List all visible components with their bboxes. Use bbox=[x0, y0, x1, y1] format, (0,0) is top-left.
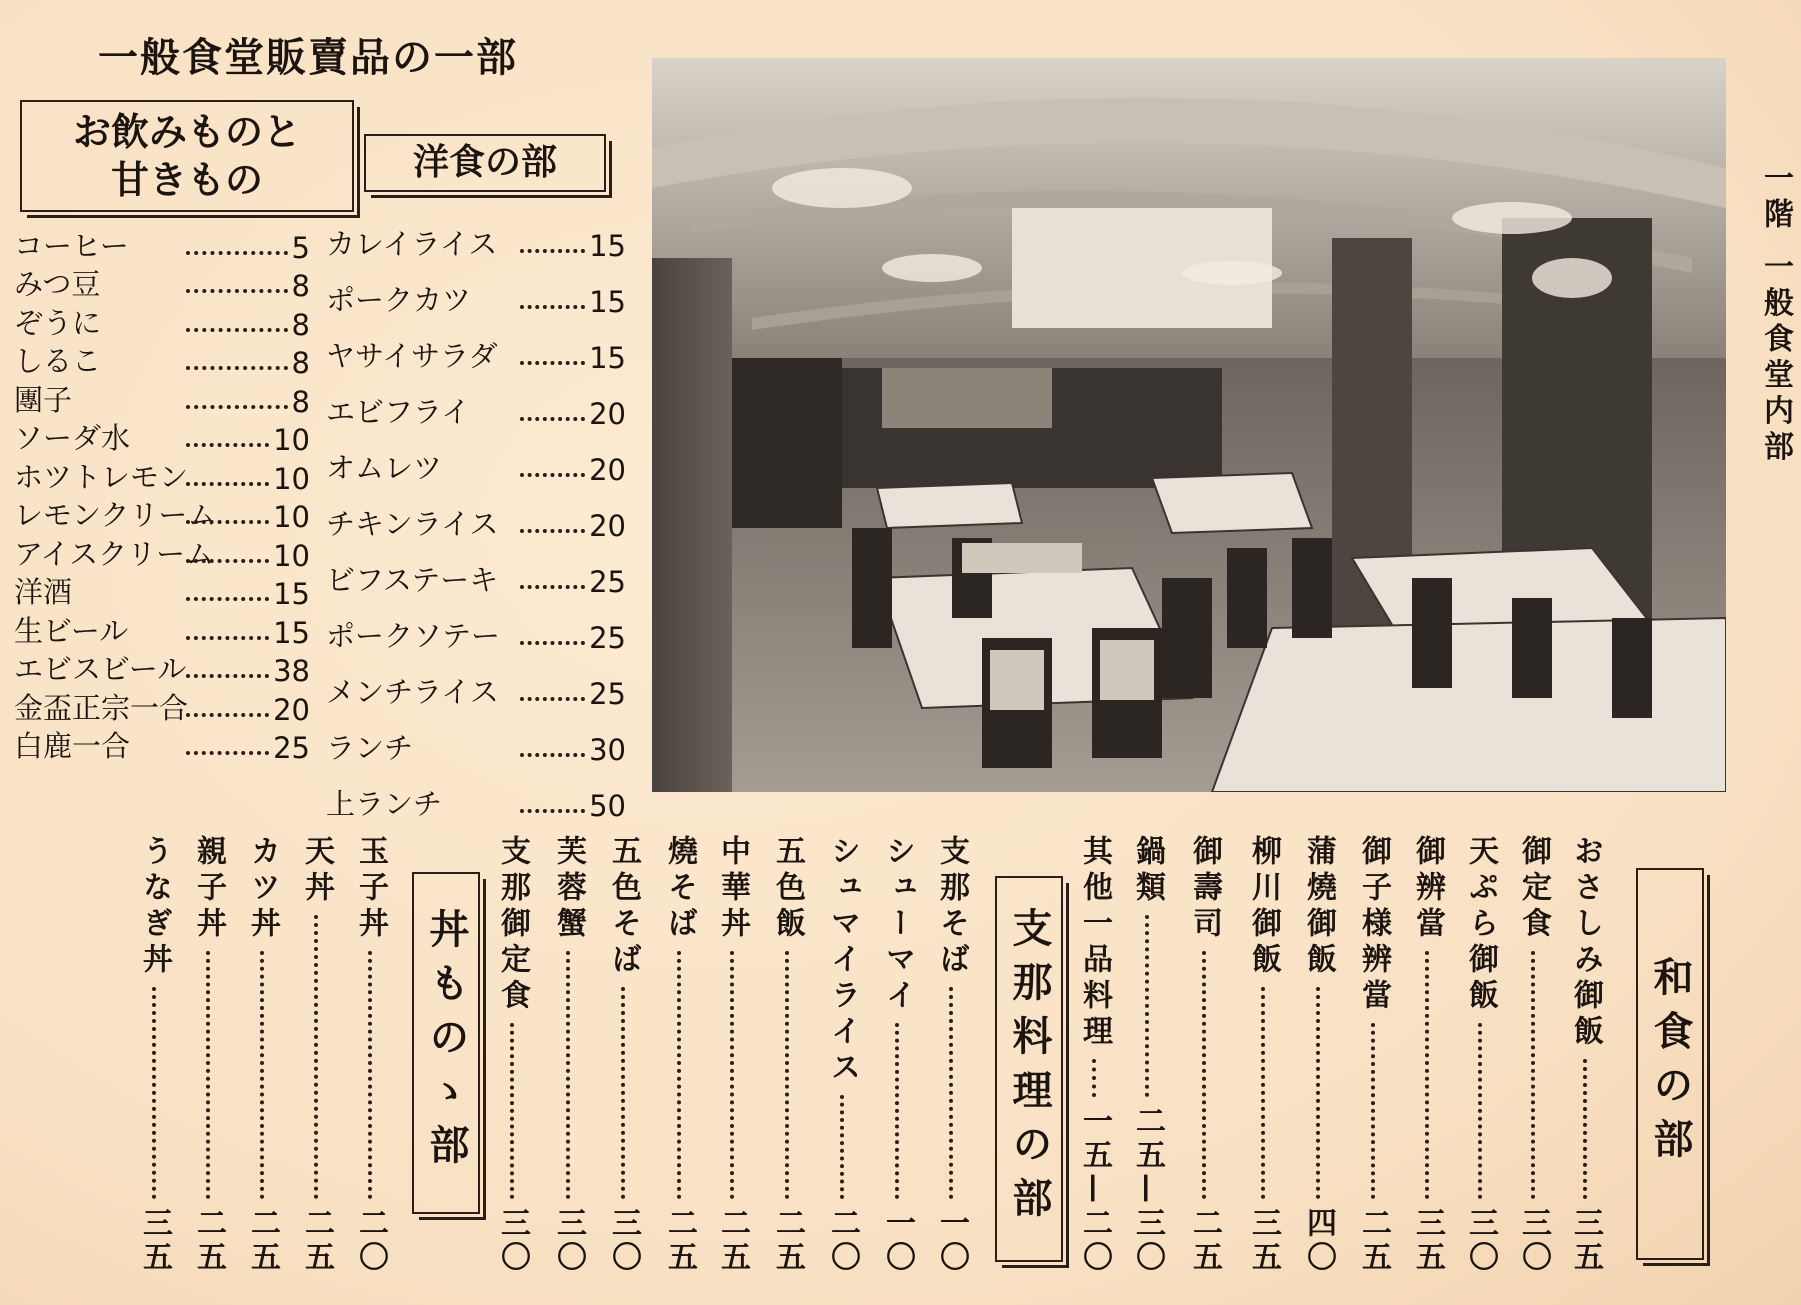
leader-dots bbox=[840, 1095, 844, 1199]
donburi-heading: 丼ものゝ部 bbox=[423, 908, 469, 1178]
item-price: 8 bbox=[291, 269, 310, 303]
menu-item bbox=[326, 767, 626, 823]
menu-item bbox=[14, 534, 310, 573]
item-price: 三〇 bbox=[606, 1207, 641, 1275]
item-price: 二〇 bbox=[825, 1207, 860, 1275]
item-name: 柳川御飯 bbox=[1246, 835, 1281, 979]
item-price: 三五 bbox=[1410, 1207, 1445, 1275]
leader-dots bbox=[1478, 1023, 1482, 1199]
item-name: ビフステーキ bbox=[326, 563, 499, 597]
menu-item bbox=[326, 599, 626, 655]
item-price: 8 bbox=[291, 384, 310, 419]
item-name: ぞうに bbox=[14, 305, 102, 340]
leader-dots bbox=[1371, 1023, 1375, 1199]
menu-item-vertical bbox=[242, 835, 282, 1275]
item-name: ヤサイサラダ bbox=[326, 339, 498, 373]
menu-item-vertical bbox=[1407, 835, 1447, 1275]
donburi-heading-box bbox=[412, 872, 480, 1214]
leader-dots bbox=[1092, 1059, 1096, 1097]
item-price: 三〇 bbox=[1516, 1207, 1551, 1275]
item-price: 8 bbox=[291, 307, 310, 342]
item-name: ホツトレモン bbox=[14, 459, 189, 494]
menu-item-vertical bbox=[1353, 835, 1393, 1275]
item-price: 二〇 bbox=[353, 1207, 388, 1275]
item-name: エビフライ bbox=[326, 395, 471, 429]
leader-dots bbox=[520, 361, 585, 365]
item-name: ポークカツ bbox=[326, 283, 472, 317]
menu-item bbox=[14, 611, 310, 650]
item-price: 二五 bbox=[191, 1207, 226, 1275]
menu-item bbox=[14, 265, 310, 304]
item-price: 二五 bbox=[1187, 1207, 1222, 1275]
item-name: チキンライス bbox=[326, 507, 499, 541]
item-name: 鍋類 bbox=[1130, 835, 1165, 907]
leader-dots bbox=[520, 249, 585, 253]
menu-item-vertical bbox=[296, 835, 336, 1275]
item-price: 四〇 bbox=[1301, 1207, 1336, 1275]
leader-dots bbox=[1145, 915, 1149, 1097]
item-price: 三五 bbox=[1568, 1207, 1603, 1275]
item-name: ランチ bbox=[326, 731, 414, 765]
leader-dots bbox=[152, 987, 156, 1199]
menu-item-vertical bbox=[548, 835, 588, 1275]
item-name: エビスビール bbox=[14, 652, 187, 686]
western-heading: 洋食の部 bbox=[412, 142, 557, 183]
leader-dots bbox=[1316, 987, 1320, 1199]
item-price: 一〇 bbox=[934, 1207, 969, 1275]
leader-dots bbox=[186, 405, 288, 409]
item-name: 生ビール bbox=[14, 613, 129, 648]
leader-dots bbox=[510, 1023, 514, 1199]
item-price: 三〇 bbox=[495, 1207, 530, 1275]
item-name: 御子様辨當 bbox=[1356, 835, 1391, 1015]
leader-dots bbox=[520, 641, 585, 645]
item-name: アイスクリーム bbox=[14, 536, 215, 571]
leader-dots bbox=[949, 987, 953, 1199]
menu-item bbox=[326, 487, 626, 543]
western-list bbox=[326, 207, 626, 823]
item-name: メンチライス bbox=[326, 675, 499, 709]
item-price: 25 bbox=[589, 565, 626, 599]
item-name: シューマイ bbox=[880, 835, 915, 1015]
leader-dots bbox=[368, 951, 372, 1199]
item-name: レモンクリーム bbox=[14, 498, 217, 532]
menu-item-vertical bbox=[931, 835, 971, 1275]
item-name: 芙蓉蟹 bbox=[551, 835, 586, 943]
item-price: 一〇 bbox=[880, 1207, 915, 1275]
japanese-heading: 和食の部 bbox=[1647, 956, 1693, 1172]
item-price: 二五 bbox=[662, 1207, 697, 1275]
leader-dots bbox=[260, 951, 264, 1199]
menu-item-vertical bbox=[1243, 835, 1283, 1275]
item-price: 38 bbox=[273, 654, 310, 688]
menu-item-vertical bbox=[659, 835, 699, 1275]
item-price: 15 bbox=[589, 341, 626, 375]
page-title: 一般食堂販賣品の一部 bbox=[98, 35, 518, 81]
menu-item bbox=[14, 496, 310, 535]
menu-item bbox=[14, 727, 310, 766]
item-name: 支那御定食 bbox=[495, 835, 530, 1015]
menu-item bbox=[14, 688, 310, 727]
menu-item-vertical bbox=[767, 835, 807, 1275]
leader-dots bbox=[314, 915, 318, 1199]
leader-dots bbox=[186, 559, 269, 563]
item-name: しるこ bbox=[14, 344, 102, 378]
item-name: 燒そば bbox=[662, 835, 697, 943]
leader-dots bbox=[520, 809, 585, 813]
item-price: 30 bbox=[589, 733, 626, 767]
leader-dots bbox=[186, 520, 269, 524]
item-price: 25 bbox=[589, 677, 626, 711]
menu-item bbox=[14, 457, 310, 496]
menu-item-vertical bbox=[712, 835, 752, 1275]
leader-dots bbox=[520, 417, 585, 421]
side-caption: 一階 一般食堂内部 bbox=[1758, 162, 1793, 467]
item-price: 20 bbox=[589, 453, 626, 487]
leader-dots bbox=[1425, 951, 1429, 1199]
item-price: 15 bbox=[589, 285, 626, 319]
leader-dots bbox=[520, 305, 585, 309]
chinese-heading-box bbox=[995, 876, 1063, 1262]
item-name: おさしみ御飯 bbox=[1568, 835, 1603, 1051]
item-price: 20 bbox=[589, 509, 626, 543]
item-name: カレイライス bbox=[326, 227, 498, 261]
dining-hall-illustration bbox=[652, 58, 1726, 792]
menu-item bbox=[326, 543, 626, 599]
item-name: カツ丼 bbox=[245, 835, 280, 943]
item-name: 御辨當 bbox=[1410, 835, 1445, 943]
item-price: 8 bbox=[291, 346, 310, 380]
menu-item-vertical bbox=[822, 835, 862, 1275]
japanese-heading-box bbox=[1636, 868, 1704, 1260]
menu-item bbox=[326, 207, 626, 263]
item-price: 15 bbox=[273, 577, 310, 611]
item-name: 親子丼 bbox=[191, 835, 226, 943]
item-price: 10 bbox=[273, 538, 310, 573]
dining-hall-photo bbox=[652, 58, 1726, 792]
leader-dots bbox=[785, 951, 789, 1199]
leader-dots bbox=[621, 987, 625, 1199]
leader-dots bbox=[186, 751, 269, 755]
leader-dots bbox=[730, 951, 734, 1199]
item-price: 10 bbox=[273, 461, 310, 496]
item-name: コーヒー bbox=[14, 228, 129, 263]
drinks-heading-box bbox=[20, 100, 354, 212]
item-price: 25 bbox=[273, 731, 310, 765]
leader-dots bbox=[520, 697, 585, 701]
item-price: 10 bbox=[273, 500, 310, 534]
menu-item bbox=[326, 431, 626, 487]
item-name: 其他一品料理 bbox=[1077, 835, 1112, 1051]
menu-item bbox=[326, 319, 626, 375]
item-price: 二五 bbox=[1356, 1207, 1391, 1275]
leader-dots bbox=[186, 636, 269, 640]
drinks-heading-line1: お飲みものと bbox=[72, 110, 301, 154]
menu-item-vertical bbox=[1184, 835, 1224, 1275]
leader-dots bbox=[1583, 1059, 1587, 1199]
menu-item bbox=[326, 375, 626, 431]
leader-dots bbox=[895, 1023, 899, 1199]
item-name: うなぎ丼 bbox=[137, 835, 172, 979]
item-price: 15 bbox=[273, 615, 310, 650]
leader-dots bbox=[520, 473, 585, 477]
leader-dots bbox=[520, 753, 585, 757]
leader-dots bbox=[186, 366, 288, 370]
leader-dots bbox=[186, 443, 269, 447]
item-name: ポークソテー bbox=[326, 619, 501, 653]
item-name: 中華丼 bbox=[715, 835, 750, 943]
menu-item-vertical bbox=[134, 835, 174, 1275]
item-price: 三〇 bbox=[1463, 1207, 1498, 1275]
item-name: 支那そば bbox=[934, 835, 969, 979]
menu-item bbox=[14, 419, 310, 458]
menu-item-vertical bbox=[1298, 835, 1338, 1275]
item-name: オムレツ bbox=[326, 451, 443, 485]
leader-dots bbox=[1202, 951, 1206, 1199]
leader-dots bbox=[186, 251, 288, 255]
menu-item bbox=[14, 303, 310, 342]
item-name: 五色飯 bbox=[770, 835, 805, 943]
menu-item-vertical bbox=[1565, 835, 1605, 1275]
leader-dots bbox=[520, 529, 585, 533]
item-price: 二五 bbox=[299, 1207, 334, 1275]
item-name: 白鹿一合 bbox=[14, 729, 131, 763]
item-price: 10 bbox=[273, 423, 310, 457]
item-name: 金盃正宗一合 bbox=[14, 690, 189, 725]
leader-dots bbox=[186, 482, 269, 486]
item-name: 玉子丼 bbox=[353, 835, 388, 943]
item-name: ソーダ水 bbox=[14, 421, 131, 455]
leader-dots bbox=[186, 289, 288, 293]
item-name: 天ぷら御飯 bbox=[1463, 835, 1498, 1015]
drinks-list bbox=[14, 226, 310, 765]
menu-item-vertical bbox=[1074, 835, 1114, 1275]
item-name: 上ランチ bbox=[326, 787, 443, 821]
item-name: みつ豆 bbox=[14, 267, 101, 301]
drinks-heading-line2: 甘きもの bbox=[110, 158, 263, 202]
item-name: 五色そば bbox=[606, 835, 641, 979]
leader-dots bbox=[186, 597, 269, 601]
item-price: 三〇 bbox=[551, 1207, 586, 1275]
menu-item bbox=[14, 226, 310, 265]
leader-dots bbox=[677, 951, 681, 1199]
item-price: 20 bbox=[273, 692, 310, 727]
item-price: 二五 bbox=[245, 1207, 280, 1275]
leader-dots bbox=[1531, 951, 1535, 1199]
leader-dots bbox=[186, 328, 288, 332]
item-price: 20 bbox=[589, 397, 626, 431]
item-name: シュマイライス bbox=[825, 835, 860, 1087]
leader-dots bbox=[186, 674, 269, 678]
menu-item bbox=[326, 655, 626, 711]
item-name: 御壽司 bbox=[1187, 835, 1222, 943]
menu-item bbox=[14, 380, 310, 419]
item-price: 一五—二〇 bbox=[1077, 1105, 1112, 1275]
menu-item-vertical bbox=[1127, 835, 1167, 1275]
menu-item bbox=[14, 573, 310, 612]
item-name: 洋酒 bbox=[14, 575, 73, 609]
item-price: 二五—三〇 bbox=[1130, 1105, 1165, 1275]
item-price: 50 bbox=[589, 789, 626, 823]
item-price: 三五 bbox=[137, 1207, 172, 1275]
menu-item-vertical bbox=[1460, 835, 1500, 1275]
menu-item-vertical bbox=[603, 835, 643, 1275]
item-name: 蒲燒御飯 bbox=[1301, 835, 1336, 979]
menu-item bbox=[14, 342, 310, 381]
item-name: 御定食 bbox=[1516, 835, 1551, 943]
item-name: 天丼 bbox=[299, 835, 334, 907]
leader-dots bbox=[520, 585, 585, 589]
menu-item-vertical bbox=[188, 835, 228, 1275]
menu-item-vertical bbox=[1513, 835, 1553, 1275]
menu-item-vertical bbox=[492, 835, 532, 1275]
item-price: 25 bbox=[589, 621, 626, 655]
item-price: 二五 bbox=[770, 1207, 805, 1275]
western-heading-box bbox=[364, 134, 606, 192]
menu-item bbox=[14, 650, 310, 689]
item-price: 5 bbox=[291, 230, 310, 265]
menu-item-vertical bbox=[877, 835, 917, 1275]
item-price: 二五 bbox=[715, 1207, 750, 1275]
leader-dots bbox=[566, 951, 570, 1199]
item-price: 三五 bbox=[1246, 1207, 1281, 1275]
menu-item bbox=[326, 263, 626, 319]
leader-dots bbox=[1261, 987, 1265, 1199]
item-price: 15 bbox=[589, 229, 626, 263]
leader-dots bbox=[186, 713, 269, 717]
menu-item bbox=[326, 711, 626, 767]
item-name: 團子 bbox=[14, 382, 73, 417]
chinese-heading: 支那料理の部 bbox=[1006, 907, 1052, 1231]
menu-item-vertical bbox=[350, 835, 390, 1275]
leader-dots bbox=[206, 951, 210, 1199]
